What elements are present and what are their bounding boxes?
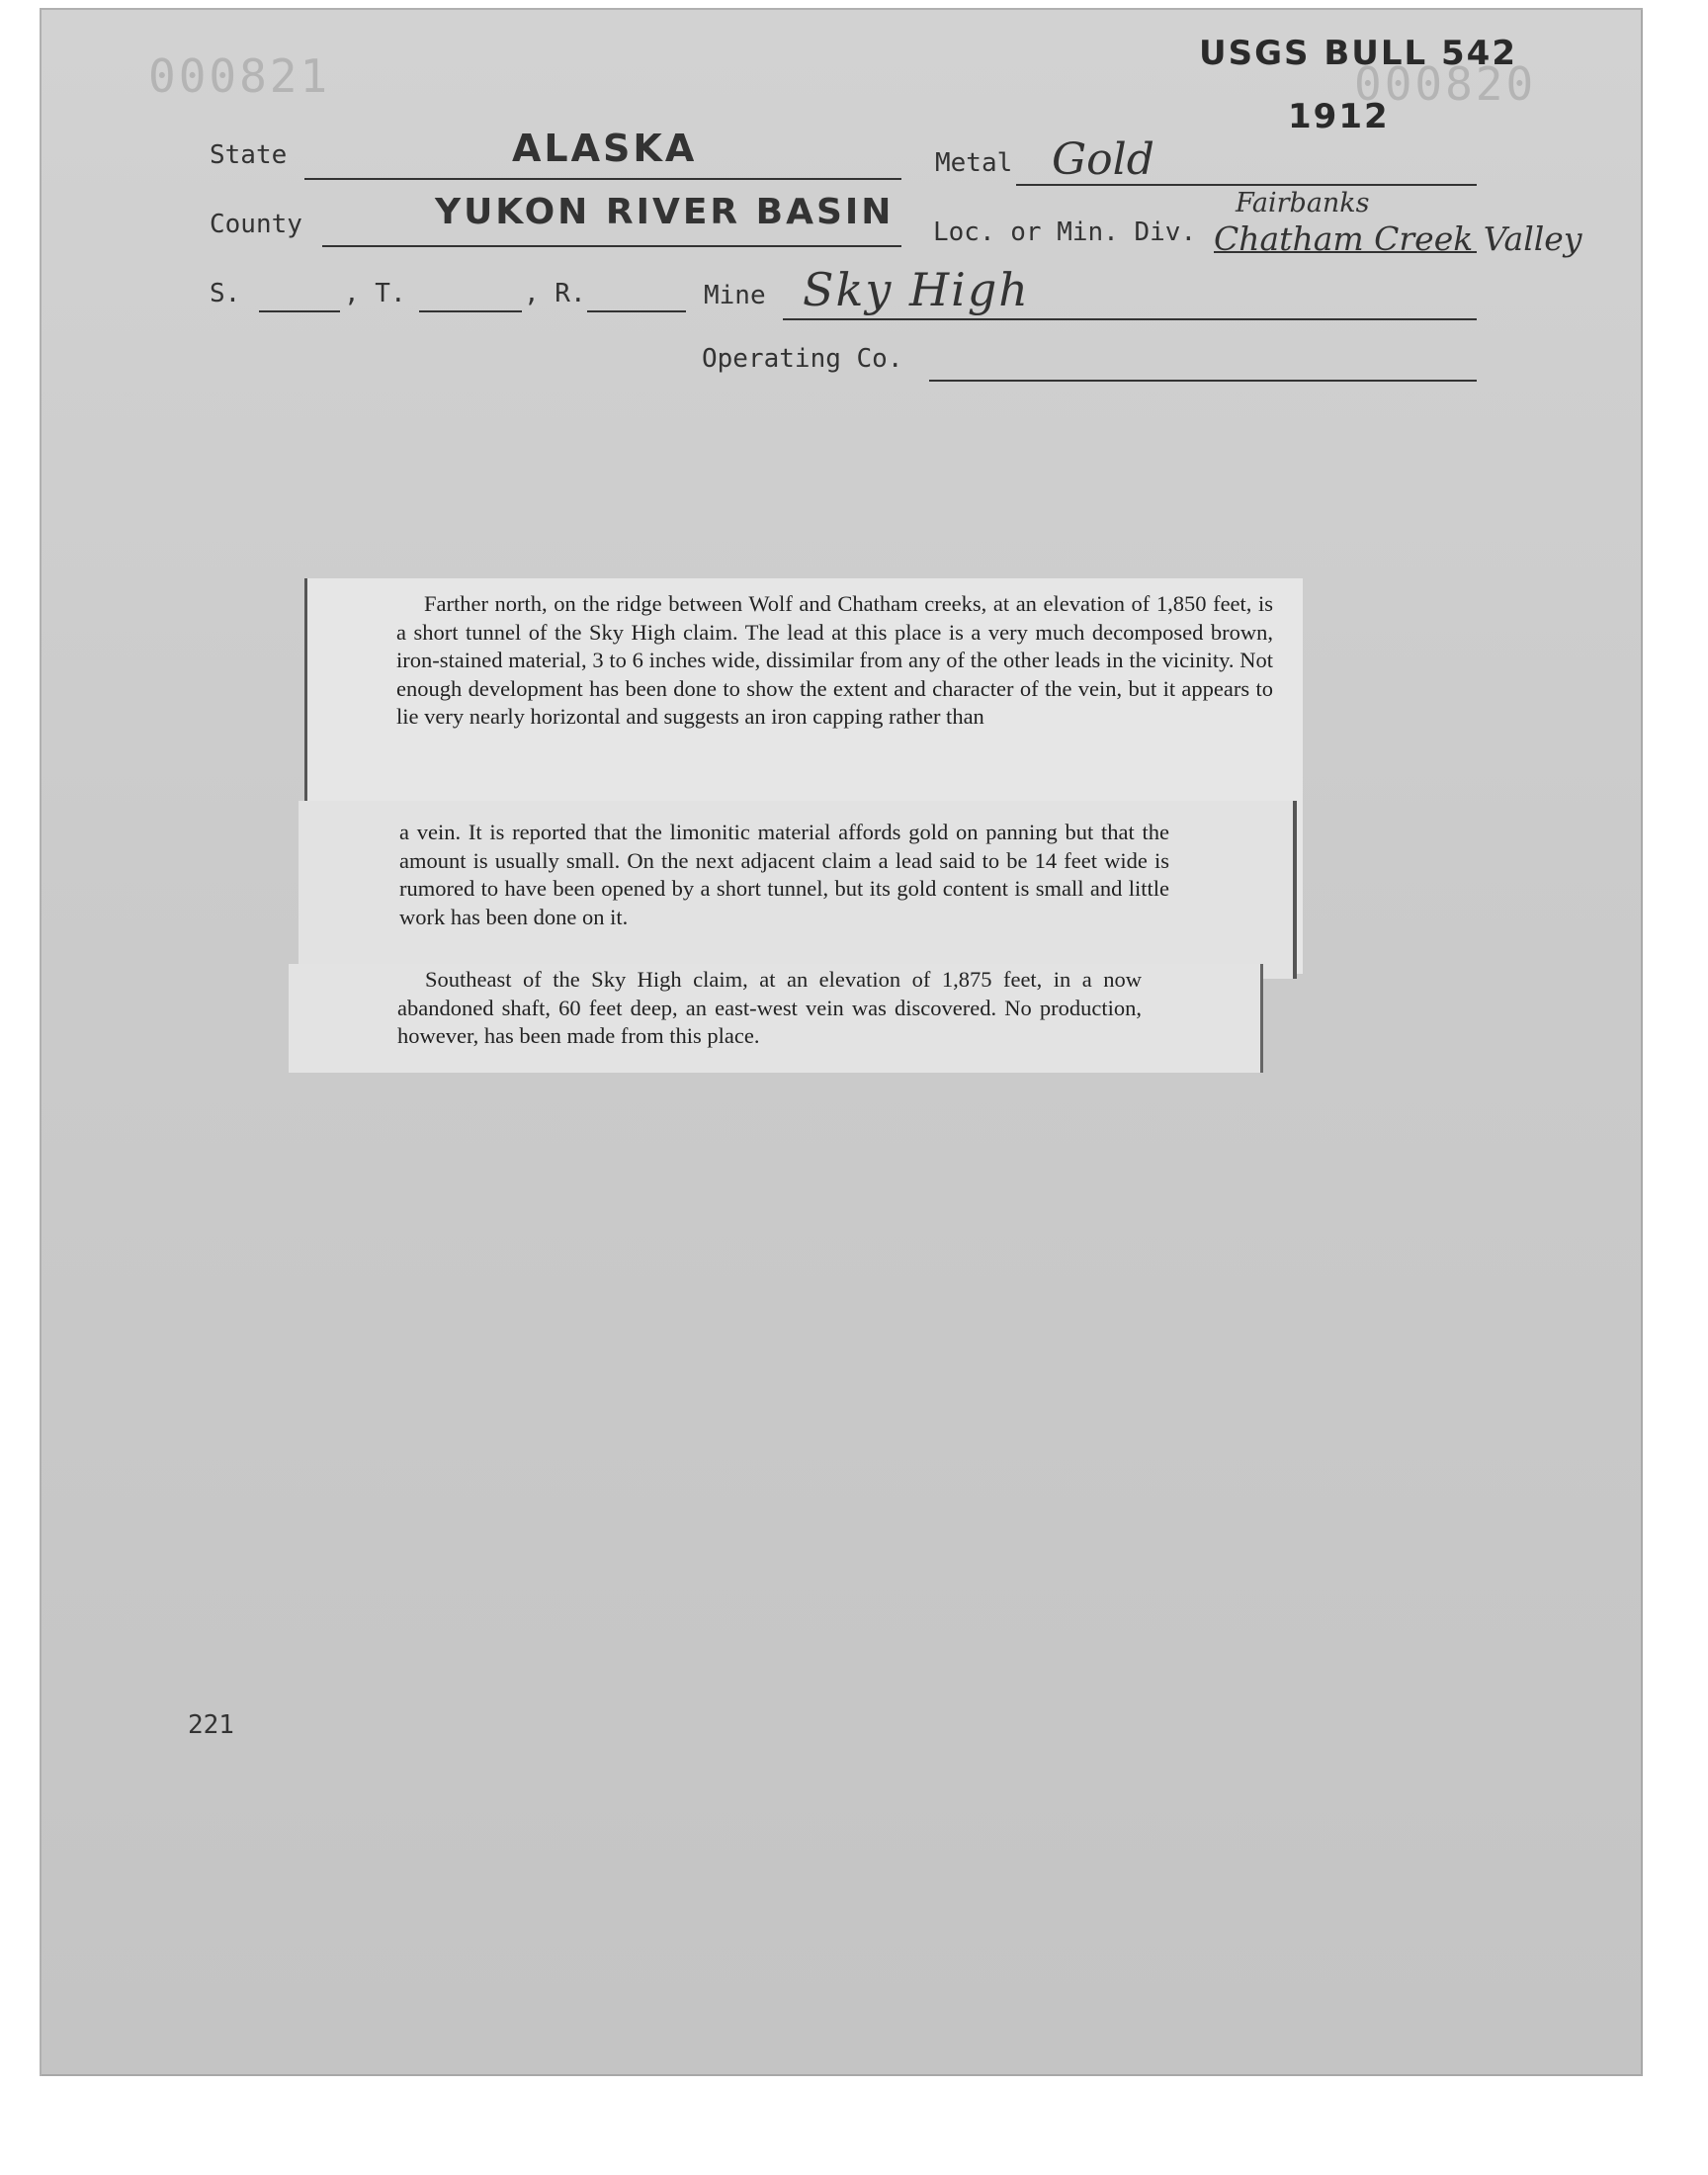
source-reference: USGS BULL 542 bbox=[1199, 34, 1517, 73]
loc-value-line2: Chatham Creek Valley bbox=[1214, 219, 1582, 258]
clipping-part-2 bbox=[299, 801, 1297, 979]
state-label: State bbox=[210, 140, 288, 170]
county-line bbox=[322, 245, 901, 247]
clipping-text-2: a vein. It is reported that the limonitic material affords gold on panning but that the amount is usually small. On the next adjacent claim a lead said to be 14 feet wide is rumored to have been opened by a short tunnel, but its gold content is small and little work has been done on it. bbox=[399, 820, 1169, 929]
mine-value: Sky High bbox=[803, 263, 1030, 316]
county-value: YUKON RIVER BASIN bbox=[435, 192, 895, 232]
operating-co-line bbox=[929, 380, 1477, 382]
section-line bbox=[259, 310, 340, 312]
state-line bbox=[304, 178, 901, 180]
metal-label: Metal bbox=[935, 148, 1013, 178]
loc-value-line1: Fairbanks bbox=[1236, 188, 1370, 218]
page-number: 221 bbox=[188, 1710, 234, 1740]
operating-co-label: Operating Co. bbox=[702, 344, 903, 374]
faint-record-number-right: 000820 bbox=[1354, 57, 1537, 111]
clipping-part-3 bbox=[289, 964, 1263, 1073]
faint-record-number-left: 000821 bbox=[148, 49, 331, 103]
range-line bbox=[587, 310, 686, 312]
mine-label: Mine bbox=[704, 281, 766, 310]
township-label: , T. bbox=[344, 279, 406, 308]
source-year: 1912 bbox=[1288, 97, 1390, 136]
section-label: S. bbox=[210, 279, 241, 308]
metal-value: Gold bbox=[1052, 134, 1154, 185]
clipping-text-3: Southeast of the Sky High claim, at an elevation of 1,875 feet, in a now abandoned shaft, 60 feet deep, an east-west vein was discovered. No production, however, has been made from this place. bbox=[397, 967, 1142, 1048]
range-label: , R. bbox=[524, 279, 586, 308]
township-line bbox=[419, 310, 522, 312]
county-label: County bbox=[210, 210, 302, 239]
state-value: ALASKA bbox=[512, 127, 698, 170]
clipping-text-1: Farther north, on the ridge between Wolf and Chatham creeks, at an elevation of 1,850 feet, is a short tunnel of the Sky High claim. The lead at this place is a very much decomposed brown, iron-stained material, 3 to 6 inches wide, dissimilar from any of the other leads in the vicinity. Not enough development has been done to show the extent and character of the vein, but it appears to lie very nearly horizontal and suggests an iron capping rather than bbox=[396, 591, 1273, 729]
loc-label: Loc. or Min. Div. bbox=[933, 218, 1197, 247]
mine-line bbox=[783, 318, 1477, 320]
